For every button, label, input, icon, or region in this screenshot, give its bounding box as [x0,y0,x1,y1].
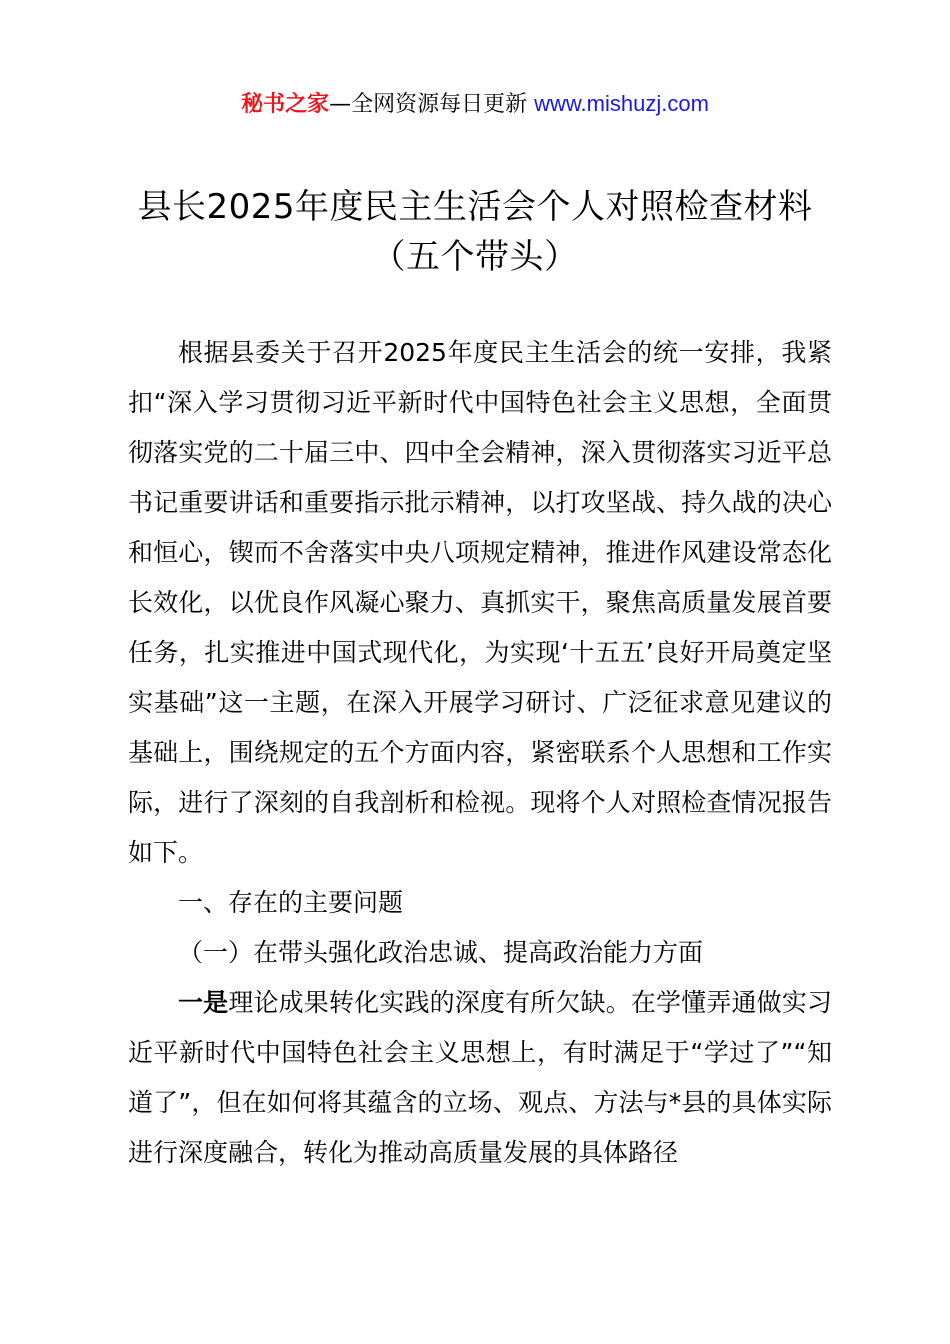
title-line-2: （五个带头） [371,237,579,277]
point-text: 理论成果转化实践的深度有所欠缺。在学懂弄通做实习近平新时代中国特色社会主义思想上，有时满足于“学过了”“知道了”，但在如何将其蕴含的立场、观点、方法与*县的具体实际进行深度融合，转化为推动高质量发展的具体路径 [128,988,832,1167]
site-url-link[interactable]: www.mishuzj.com [534,91,709,116]
site-header [0,86,950,123]
point-paragraph [128,978,832,1178]
document-title [100,182,850,282]
section-heading: 一、存在的主要问题 [178,888,404,917]
subsection-heading: （一）在带头强化政治忠诚、提高政治能力方面 [178,938,704,967]
site-tagline: —全网资源每日更新 [329,92,535,117]
title-line-1: 县长2025年度民主生活会个人对照检查材料 [137,187,813,227]
document-body [128,328,832,1178]
site-name: 秘书之家 [241,92,330,117]
intro-paragraph: 根据县委关于召开2025年度民主生活会的统一安排，我紧扣“深入学习贯彻习近平新时代中国特色社会主义思想，全面贯彻落实党的二十届三中、四中全会精神，深入贯彻落实习近平总书记重要讲话和重要指示批示精神，以打攻坚战、持久战的决心和恒心，锲而不舍落实中央八项规定精神，推进作风建设常态化长效化，以优良作风凝心聚力、真抓实干，聚焦高质量发展首要任务，扎实推进中国式现代化，为实现‘十五五’良好开局奠定坚实基础”这一主题，在深入开展学习研讨、广泛征求意见建议的基础上，围绕规定的五个方面内容，紧密联系个人思想和工作实际，进行了深刻的自我剖析和检视。现将个人对照检查情况报告如下。 [128,338,832,867]
point-lead: 一是 [178,988,229,1017]
